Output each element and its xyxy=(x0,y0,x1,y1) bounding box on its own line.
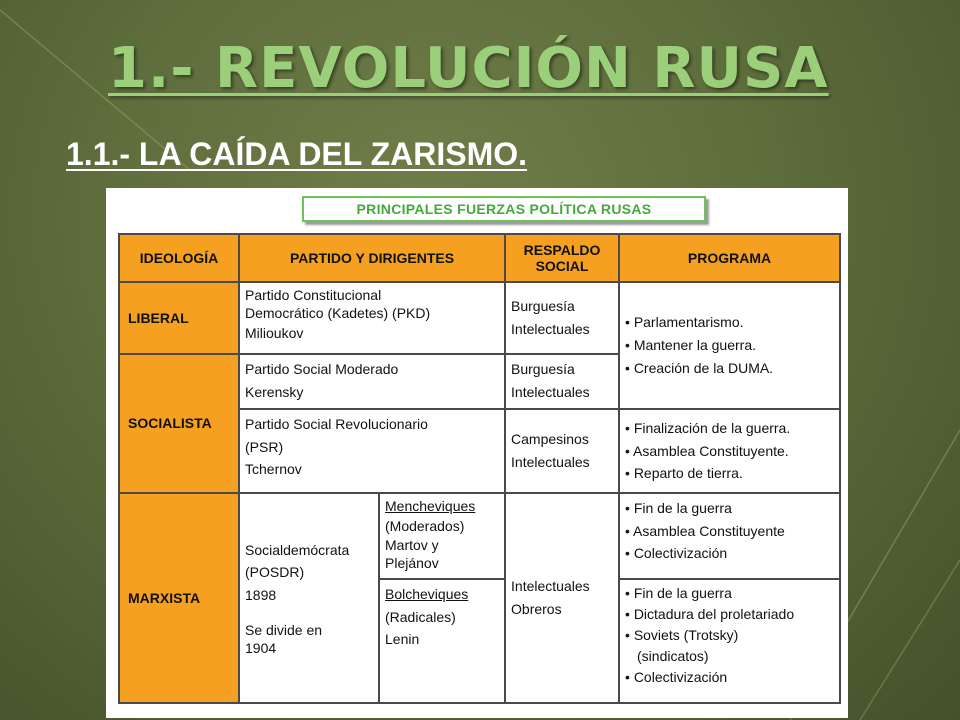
leader-revolucionario: Tchernov xyxy=(245,461,302,478)
header-respaldo-line-2: SOCIAL xyxy=(535,258,589,274)
slide-title: 1.- REVOLUCIÓN RUSA xyxy=(108,36,829,101)
faction-mencheviques xyxy=(379,493,505,579)
mencheviques-leader-line-2: Plejánov xyxy=(385,555,439,572)
support-marxista-line-1: Intelectuales xyxy=(511,578,590,595)
ideology-socialista: SOCIALISTA xyxy=(119,354,239,493)
program-mencheviques-item: • Fin de la guerra xyxy=(625,497,834,520)
program-liberal-item: • Parlamentarismo. xyxy=(625,311,834,334)
program-liberal-moderado xyxy=(619,282,840,409)
party-socialista-revolucionario xyxy=(239,409,505,493)
support-moderado-line-2: Intelectuales xyxy=(511,383,590,400)
political-forces-table xyxy=(118,233,841,704)
program-revolucionario-item: • Finalización de la guerra. xyxy=(625,417,834,440)
support-marxista-line-2: Obreros xyxy=(511,601,562,617)
party-revolucionario-line-2: (PSR) xyxy=(245,438,284,455)
party-marxista-split-2: 1904 xyxy=(245,640,277,656)
mencheviques-type: (Moderados) xyxy=(385,517,465,534)
support-marxista xyxy=(505,493,619,703)
program-revolucionario-item: • Asamblea Constituyente. xyxy=(625,440,834,463)
program-mencheviques-item: • Colectivización xyxy=(625,542,834,565)
table-row-marxista-mencheviques xyxy=(119,493,840,579)
program-liberal-item: • Creación de la DUMA. xyxy=(625,357,834,380)
bolcheviques-leader: Lenin xyxy=(385,631,420,648)
support-liberal-line-2: Intelectuales xyxy=(511,321,590,337)
support-revolucionario-line-1: Campesinos xyxy=(511,431,589,448)
spacer xyxy=(245,607,373,621)
leader-liberal: Milioukov xyxy=(245,325,304,342)
program-bolcheviques-item: • Dictadura del proletariado xyxy=(625,604,834,625)
program-socialista-revolucionario xyxy=(619,409,840,493)
party-liberal-line-1: Partido Constitucional xyxy=(245,287,382,303)
party-marxista xyxy=(239,493,379,703)
party-marxista-line-2: (POSDR) xyxy=(245,564,305,581)
bolcheviques-type: (Radicales) xyxy=(385,608,456,625)
table-banner xyxy=(302,196,706,222)
program-bolcheviques-note: (sindicatos) xyxy=(637,648,709,664)
party-liberal xyxy=(239,282,505,354)
table-row-liberal xyxy=(119,282,840,354)
leader-moderado: Kerensky xyxy=(245,383,304,400)
header-respaldo xyxy=(505,234,619,282)
table-header-row xyxy=(119,234,840,282)
party-marxista-split-1: Se divide en xyxy=(245,621,323,638)
party-liberal-line-2: Democrático (Kadetes) (PKD) xyxy=(245,305,431,322)
support-moderado-line-1: Burguesía xyxy=(511,361,575,377)
program-bolcheviques-item: • Fin de la guerra xyxy=(625,583,834,604)
program-mencheviques xyxy=(619,493,840,579)
header-respaldo-line-1: RESPALDO xyxy=(523,241,601,258)
support-revolucionario-line-2: Intelectuales xyxy=(511,454,590,470)
support-socialista-revolucionario xyxy=(505,409,619,493)
header-programa: PROGRAMA xyxy=(619,234,840,282)
party-marxista-founded: 1898 xyxy=(245,587,277,604)
program-liberal-item: • Mantener la guerra. xyxy=(625,334,834,357)
header-ideologia: IDEOLOGÍA xyxy=(119,234,239,282)
ideology-marxista: MARXISTA xyxy=(119,493,239,703)
party-socialista-moderado xyxy=(239,354,505,409)
support-liberal-line-1: Burguesía xyxy=(511,298,575,315)
mencheviques-name: Mencheviques xyxy=(385,498,476,514)
mencheviques-leader-line-1: Martov y xyxy=(385,537,439,554)
header-partido: PARTIDO Y DIRIGENTES xyxy=(239,234,505,282)
slide-subtitle: 1.1.- LA CAÍDA DEL ZARISMO. xyxy=(66,136,528,172)
party-moderado-name: Partido Social Moderado xyxy=(245,361,399,377)
bolcheviques-name: Bolcheviques xyxy=(385,586,469,602)
table-banner-text: PRINCIPALES FUERZAS POLÍTICA RUSAS xyxy=(356,201,652,217)
program-bolcheviques-item: • Soviets (Trotsky) xyxy=(625,625,834,646)
program-mencheviques-item: • Asamblea Constituyente xyxy=(625,520,834,543)
ideology-liberal: LIBERAL xyxy=(119,282,239,354)
support-liberal xyxy=(505,282,619,354)
faction-bolcheviques xyxy=(379,579,505,703)
support-socialista-moderado xyxy=(505,354,619,409)
table-image-panel xyxy=(106,188,848,718)
party-revolucionario-line-1: Partido Social Revolucionario xyxy=(245,416,428,432)
program-bolcheviques-item: • Colectivización xyxy=(625,667,834,688)
party-marxista-line-1: Socialdemócrata xyxy=(245,541,350,558)
program-revolucionario-item: • Reparto de tierra. xyxy=(625,462,834,485)
program-bolcheviques xyxy=(619,579,840,703)
